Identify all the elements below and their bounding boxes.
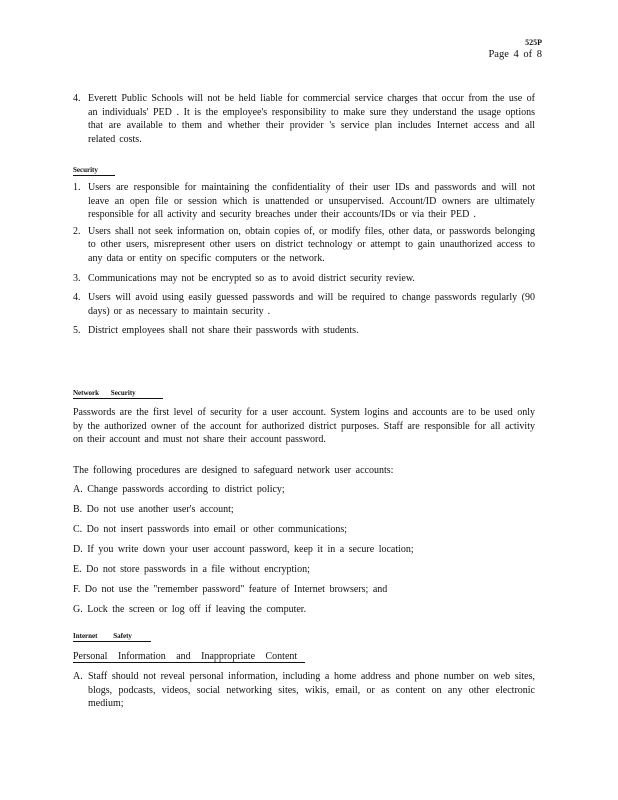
item-text: Everett Public Schools will not be held liable for commercial service charges that occur from the use of an individuals' PED . It is the employee's responsibility to make sure they understand the usage options that are available to them and whether their provider 's service plan includes Internet access and all related costs. — [88, 93, 535, 145]
list-item — [73, 670, 535, 711]
item-number: 3. — [73, 272, 81, 284]
item-number: 1. — [73, 182, 81, 193]
security-heading: Security — [73, 166, 98, 174]
procedure-item: A. Change passwords according to district policy; — [73, 484, 285, 495]
item-text: Users shall not seek information on, obtain copies of, or modify files, other data, or passwords belonging to other users, misrepresent other users on district technology or attempt to gain unauthorized access to any data or entity on specific computers or the network. — [88, 225, 535, 264]
procedure-item: B. Do not use another user's account; — [73, 504, 234, 515]
list-item — [73, 324, 535, 338]
procedure-item: E. Do not store passwords in a file without encryption; — [73, 564, 310, 575]
list-item — [73, 225, 535, 266]
list-item — [73, 291, 535, 318]
item-text: Staff should not reveal personal information, including a home address and phone number on web sites, blogs, podcasts, videos, social networking sites, wikis, email, or as content on any other electronic medium; — [88, 671, 535, 710]
internet-safety-heading-underline — [73, 641, 151, 642]
page-header — [488, 38, 542, 61]
item-number: 2. — [73, 225, 81, 237]
item-number: 4. — [73, 93, 81, 104]
policy-code: 525P — [525, 38, 542, 47]
internet-safety-heading: Internet Safety — [73, 632, 132, 640]
item-text: District employees shall not share their passwords with students. — [88, 325, 359, 337]
procedure-item: F. Do not use the "remember password" feature of Internet browsers; and — [73, 584, 388, 595]
item-number: 5. — [73, 325, 81, 337]
network-security-heading: Network Security — [73, 389, 136, 397]
internet-safety-list — [73, 670, 535, 711]
intro-item — [73, 92, 535, 146]
security-list — [73, 181, 535, 338]
item-letter: A. — [73, 671, 83, 682]
security-heading-underline — [73, 175, 115, 176]
list-item — [73, 272, 535, 286]
list-item — [73, 181, 535, 222]
network-security-heading-underline — [73, 398, 163, 399]
internet-safety-subheading: Personal Information and Inappropriate Content — [73, 651, 298, 662]
item-number: 4. — [73, 292, 81, 304]
item-text: Users will avoid using easily guessed passwords and will be required to change passwords regularly (90 days) or as necessary to maintain security . — [88, 292, 535, 317]
item-text: Communications may not be encrypted so as to avoid district security review. — [88, 272, 415, 284]
item-text: Users are responsible for maintaining the confidentiality of their user IDs and passwords and will not leave an open file or session which is unattended or unsupervised. Account/ID owners are ultimately responsible for all activity and security breaches under their accounts/IDs or via their PED . — [88, 182, 535, 221]
procedures-intro: The following procedures are designed to safeguard network user accounts: — [73, 465, 394, 476]
page-number: Page 4 of 8 — [488, 49, 542, 60]
procedure-item: G. Lock the screen or log off if leaving the computer. — [73, 604, 307, 615]
subheading-underline — [73, 662, 305, 663]
procedure-item: C. Do not insert passwords into email or other communications; — [73, 524, 348, 535]
network-security-paragraph: Passwords are the first level of security for a user account. System logins and accounts are to be used only by the authorized owner of the account for authorized district purposes. Staff are responsible for all activity on their account and must not share their account password. — [73, 407, 535, 446]
procedure-item: D. If you write down your user account password, keep it in a secure location; — [73, 544, 414, 555]
